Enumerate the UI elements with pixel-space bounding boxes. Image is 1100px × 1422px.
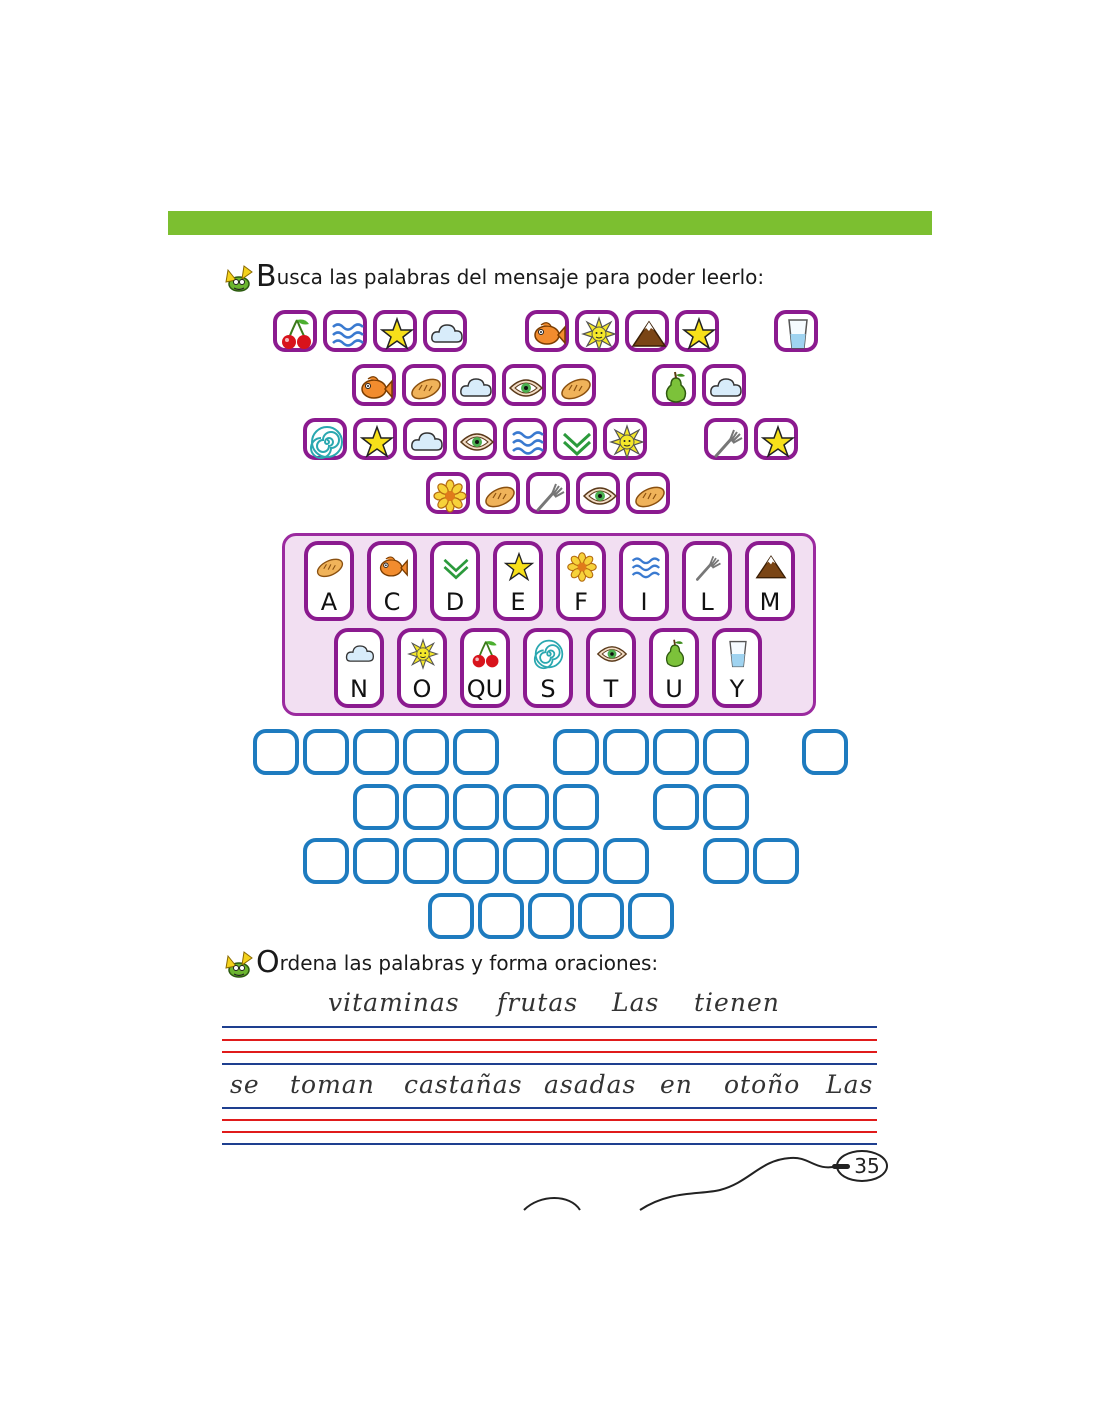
fish-icon bbox=[377, 551, 409, 583]
word-card: frutas bbox=[497, 988, 579, 1017]
key-card-s bbox=[523, 628, 573, 708]
key-card-i bbox=[619, 541, 669, 621]
writing-line bbox=[222, 1063, 877, 1065]
answer-box[interactable] bbox=[478, 893, 524, 939]
message-tile bbox=[553, 418, 597, 460]
cloud-icon bbox=[409, 424, 445, 460]
answer-box[interactable] bbox=[628, 893, 674, 939]
key-letter: C bbox=[383, 588, 401, 616]
key-letter: M bbox=[759, 588, 781, 616]
key-letter: F bbox=[574, 588, 588, 616]
message-tile bbox=[626, 472, 670, 514]
answer-box[interactable] bbox=[403, 838, 449, 884]
bread-icon bbox=[314, 551, 346, 583]
code-key-panel bbox=[282, 533, 816, 716]
writing-line bbox=[222, 1051, 877, 1053]
mouse-plug-icon bbox=[832, 1164, 850, 1169]
writing-line bbox=[222, 1143, 877, 1145]
message-tile bbox=[503, 418, 547, 460]
sun-icon bbox=[407, 638, 439, 670]
cloud-icon bbox=[458, 370, 494, 406]
word-card: se bbox=[230, 1070, 260, 1099]
glass-icon bbox=[722, 638, 754, 670]
message-tile bbox=[575, 310, 619, 352]
bee-icon bbox=[222, 948, 256, 982]
bread-icon bbox=[558, 370, 594, 406]
answer-box[interactable] bbox=[703, 729, 749, 775]
message-tile bbox=[352, 364, 396, 406]
key-card-qu bbox=[460, 628, 510, 708]
cherry-icon bbox=[279, 316, 315, 352]
instruction-text: rdena las palabras y forma oraciones: bbox=[279, 951, 659, 975]
key-letter: T bbox=[603, 675, 619, 703]
mountain-icon bbox=[631, 316, 667, 352]
eye-icon bbox=[459, 424, 495, 460]
word-card: asadas bbox=[544, 1070, 637, 1099]
answer-box[interactable] bbox=[353, 838, 399, 884]
message-tile bbox=[526, 472, 570, 514]
star-icon bbox=[760, 424, 796, 460]
answer-box[interactable] bbox=[253, 729, 299, 775]
key-letter: L bbox=[700, 588, 714, 616]
key-card-a bbox=[304, 541, 354, 621]
answer-box[interactable] bbox=[703, 838, 749, 884]
message-tile bbox=[603, 418, 647, 460]
answer-box[interactable] bbox=[753, 838, 799, 884]
key-letter: N bbox=[350, 675, 368, 703]
answer-box[interactable] bbox=[503, 784, 549, 830]
exercise1-instruction bbox=[222, 259, 765, 294]
key-card-m bbox=[745, 541, 795, 621]
answer-box[interactable] bbox=[653, 784, 699, 830]
message-tile bbox=[273, 310, 317, 352]
waves-icon bbox=[629, 551, 661, 583]
fork-icon bbox=[532, 478, 568, 514]
writing-line bbox=[222, 1039, 877, 1041]
answer-box[interactable] bbox=[603, 838, 649, 884]
star-icon bbox=[503, 551, 535, 583]
message-tile bbox=[774, 310, 818, 352]
message-tile bbox=[704, 418, 748, 460]
answer-box[interactable] bbox=[303, 729, 349, 775]
word-card: Las bbox=[826, 1070, 874, 1099]
mouse-cord-decoration bbox=[520, 1150, 840, 1212]
message-tile bbox=[303, 418, 347, 460]
answer-box[interactable] bbox=[802, 729, 848, 775]
flower-icon bbox=[566, 551, 598, 583]
answer-box[interactable] bbox=[528, 893, 574, 939]
message-tile bbox=[552, 364, 596, 406]
word-card: otoño bbox=[724, 1070, 801, 1099]
key-letter: O bbox=[412, 675, 432, 703]
bread-icon bbox=[482, 478, 518, 514]
key-letter: Y bbox=[729, 675, 745, 703]
key-letter: D bbox=[445, 588, 465, 616]
word-card: tienen bbox=[694, 988, 780, 1017]
answer-box[interactable] bbox=[553, 784, 599, 830]
message-tile bbox=[675, 310, 719, 352]
key-letter: I bbox=[640, 588, 648, 616]
message-tile bbox=[452, 364, 496, 406]
sun-icon bbox=[581, 316, 617, 352]
answer-box[interactable] bbox=[703, 784, 749, 830]
mountain-icon bbox=[755, 551, 787, 583]
message-tile bbox=[625, 310, 669, 352]
spiral-icon bbox=[309, 424, 345, 460]
answer-box[interactable] bbox=[303, 838, 349, 884]
key-letter: QU bbox=[466, 675, 504, 703]
answer-box[interactable] bbox=[553, 729, 599, 775]
instruction-text: usca las palabras del mensaje para poder leerlo: bbox=[276, 265, 765, 289]
key-card-d bbox=[430, 541, 480, 621]
bread-icon bbox=[408, 370, 444, 406]
key-card-n bbox=[334, 628, 384, 708]
key-card-e bbox=[493, 541, 543, 621]
writing-line[interactable] bbox=[222, 1107, 877, 1109]
star-icon bbox=[359, 424, 395, 460]
answer-box[interactable] bbox=[353, 729, 399, 775]
check-icon bbox=[440, 551, 472, 583]
key-card-f bbox=[556, 541, 606, 621]
word-card: castañas bbox=[404, 1070, 523, 1099]
key-card-y bbox=[712, 628, 762, 708]
key-card-c bbox=[367, 541, 417, 621]
fork-icon bbox=[692, 551, 724, 583]
key-letter: E bbox=[510, 588, 526, 616]
key-letter: S bbox=[540, 675, 556, 703]
message-tile bbox=[402, 364, 446, 406]
fish-icon bbox=[531, 316, 567, 352]
waves-icon bbox=[509, 424, 545, 460]
answer-box[interactable] bbox=[453, 729, 499, 775]
answer-box[interactable] bbox=[403, 729, 449, 775]
eye-icon bbox=[508, 370, 544, 406]
writing-line bbox=[222, 1119, 877, 1121]
word-card: Las bbox=[612, 988, 660, 1017]
cloud-icon bbox=[708, 370, 744, 406]
waves-icon bbox=[329, 316, 365, 352]
key-card-o bbox=[397, 628, 447, 708]
answer-box[interactable] bbox=[403, 784, 449, 830]
fork-icon bbox=[710, 424, 746, 460]
pear-icon bbox=[658, 370, 694, 406]
message-tile bbox=[754, 418, 798, 460]
writing-line bbox=[222, 1131, 877, 1133]
message-tile bbox=[525, 310, 569, 352]
message-tile bbox=[576, 472, 620, 514]
message-tile bbox=[652, 364, 696, 406]
spiral-icon bbox=[533, 638, 565, 670]
eye-icon bbox=[582, 478, 618, 514]
exercise2-instruction bbox=[222, 945, 659, 980]
flower-icon bbox=[432, 478, 468, 514]
message-tile bbox=[453, 418, 497, 460]
writing-line[interactable] bbox=[222, 1026, 877, 1028]
instruction-initial: O bbox=[256, 945, 280, 980]
message-tile bbox=[373, 310, 417, 352]
answer-box[interactable] bbox=[603, 729, 649, 775]
answer-box[interactable] bbox=[428, 893, 474, 939]
message-tile bbox=[353, 418, 397, 460]
message-tile bbox=[502, 364, 546, 406]
key-card-l bbox=[682, 541, 732, 621]
pear-icon bbox=[659, 638, 691, 670]
answer-box[interactable] bbox=[578, 893, 624, 939]
star-icon bbox=[379, 316, 415, 352]
header-bar bbox=[168, 211, 932, 235]
message-tile bbox=[423, 310, 467, 352]
answer-box[interactable] bbox=[353, 784, 399, 830]
cherry-icon bbox=[470, 638, 502, 670]
message-tile bbox=[702, 364, 746, 406]
key-card-t bbox=[586, 628, 636, 708]
message-tile bbox=[323, 310, 367, 352]
check-icon bbox=[559, 424, 595, 460]
star-icon bbox=[681, 316, 717, 352]
message-tile bbox=[403, 418, 447, 460]
bee-icon bbox=[222, 262, 256, 296]
answer-box[interactable] bbox=[653, 729, 699, 775]
word-card: vitaminas bbox=[328, 988, 460, 1017]
eye-icon bbox=[596, 638, 628, 670]
key-card-u bbox=[649, 628, 699, 708]
message-tile bbox=[426, 472, 470, 514]
answer-box[interactable] bbox=[453, 838, 499, 884]
answer-box[interactable] bbox=[553, 838, 599, 884]
page-number: 35 bbox=[836, 1150, 888, 1182]
fish-icon bbox=[358, 370, 394, 406]
key-letter: U bbox=[665, 675, 683, 703]
instruction-initial: B bbox=[256, 259, 277, 294]
answer-box[interactable] bbox=[453, 784, 499, 830]
message-tile bbox=[476, 472, 520, 514]
bread-icon bbox=[632, 478, 668, 514]
word-card: en bbox=[660, 1070, 693, 1099]
key-letter: A bbox=[320, 588, 338, 616]
answer-box[interactable] bbox=[503, 838, 549, 884]
cloud-icon bbox=[344, 638, 376, 670]
word-card: toman bbox=[290, 1070, 375, 1099]
glass-icon bbox=[780, 316, 816, 352]
cloud-icon bbox=[429, 316, 465, 352]
sun-icon bbox=[609, 424, 645, 460]
